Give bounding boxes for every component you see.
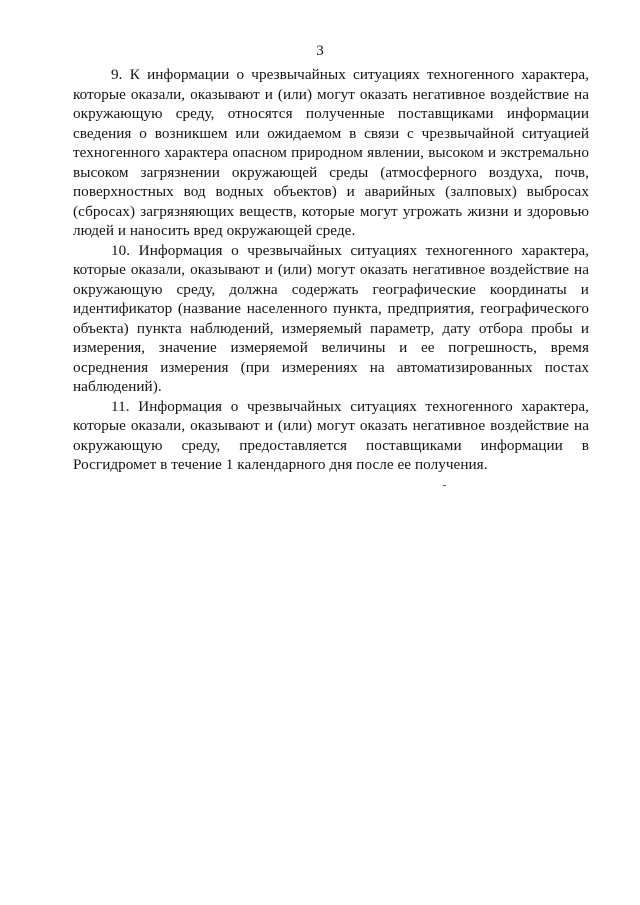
paragraph-9: 9. К информации о чрезвычайных ситуациях техногенного характера, которые оказали, оказывают и (или) могут оказать негативное воздействие на окружающую среду, относятся полученные поставщиками информации сведения о возникшем или ожидаемом в связи с чрезвычайной ситуацией техногенного характера опасном природном явлении, высоком и экстремально высоком загрязнении окружающей среды (атмосферного воздуха, почв, поверхностных вод водных объектов) и аварийных (залповых) выбросах (сбросах) загрязняющих веществ, которые могут угрожать жизни и здоровью людей и наносить вред окружающей среде.	[73, 66, 589, 239]
document-body	[73, 65, 589, 475]
page-number: 3	[316, 43, 324, 59]
paragraph-10: 10. Информация о чрезвычайных ситуациях техногенного характера, которые оказали, оказывают и (или) могут оказать негативное воздействие на окружающую среду, должна содержать географические координаты и идентификатор (название населенного пункта, предприятия, географического объекта) пункта наблюдений, измеряемый параметр, дату отбора пробы и измерения, значение измеряемой величины и ее погрешность, время осреднения измерения (при измерениях на автоматизированных постах наблюдений).	[73, 241, 589, 395]
scan-artifact	[443, 485, 446, 486]
paragraph-11: 11. Информация о чрезвычайных ситуациях техногенного характера, которые оказали, оказывают и (или) могут оказать негативное воздействие на окружающую среду, предоставляется поставщиками информации в Росгидромет в течение 1 календарного дня после ее получения.	[73, 397, 589, 473]
